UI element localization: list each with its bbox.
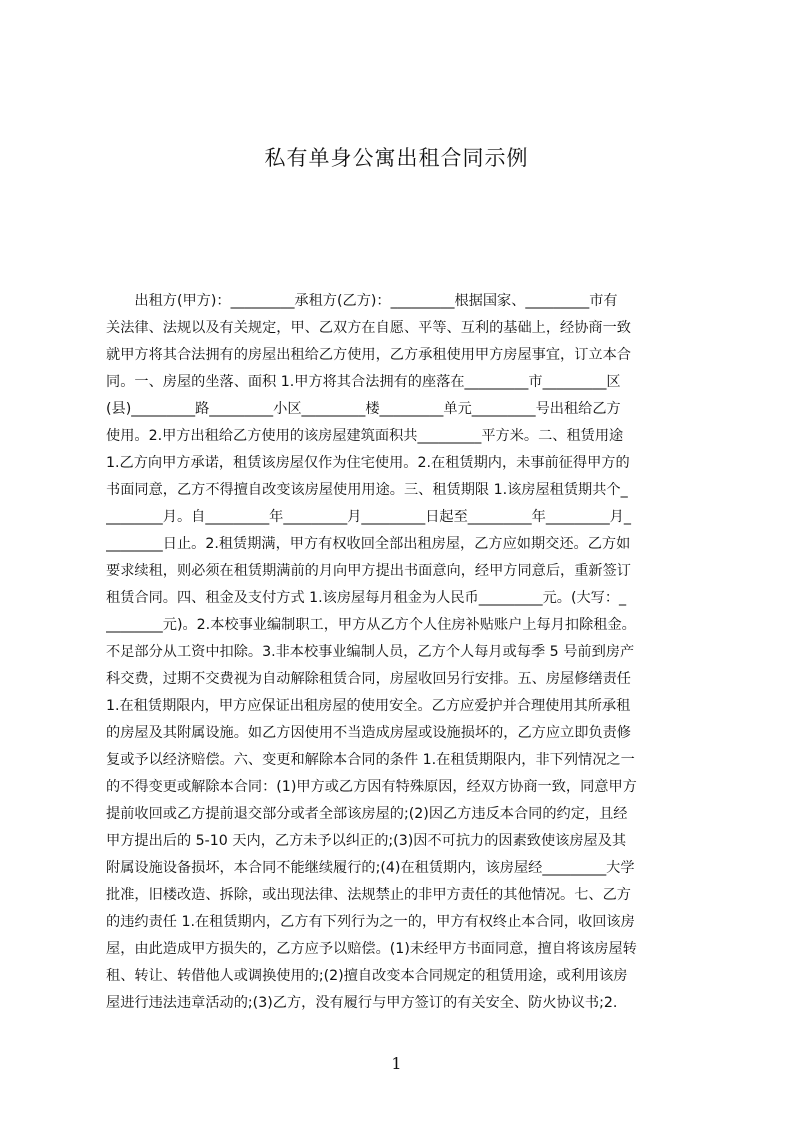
body-line: ________日止。2.租赁期满，甲方有权收回全部出租房屋，乙方应如期交还。乙方如: [106, 536, 631, 552]
body-line: 书面同意，乙方不得擅自改变该房屋使用用途。三、租赁期限 1.该房屋租赁期共个_: [106, 482, 628, 498]
body-line: (县)_________路_________小区_________楼_________单元_________号出租给乙方: [106, 401, 621, 417]
body-line: 租赁合同。四、租金及支付方式 1.该房屋每月租金为人民币_________元。(大写：_: [106, 590, 627, 606]
body-line: 关法律、法规以及有关规定，甲、乙双方在自愿、平等、互利的基础上，经协商一致: [106, 320, 631, 336]
body-line: ________月。自_________年_________月_________日起至_________年_________月_: [106, 509, 631, 525]
body-line: 1.乙方向甲方承诺，租赁该房屋仅作为住宅使用。2.在租赁期内，未事前征得甲方的: [106, 455, 630, 471]
body-line: 不足部分从工资中扣除。3.非本校事业编制人员，乙方个人每月或每季 5 号前到房产: [106, 644, 635, 660]
body-line: 附属设施设备损坏，本合同不能继续履行的;(4)在租赁期内，该房屋经_________大学: [106, 860, 635, 876]
body-line: 的房屋及其附属设施。如乙方因使用不当造成房屋或设施损坏的，乙方应立即负责修: [106, 725, 631, 741]
body-line: 提前收回或乙方提前退交部分或者全部该房屋的;(2)因乙方违反本合同的约定，且经: [106, 806, 628, 822]
body-line: 甲方提出后的 5-10 天内，乙方未予以纠正的;(3)因不可抗力的因素致使该房屋及其: [106, 833, 627, 849]
body-line: 的违约责任 1.在租赁期内，乙方有下列行为之一的，甲方有权终止本合同，收回该房: [106, 914, 635, 930]
body-line: 使用。2.甲方出租给乙方使用的该房屋建筑面积共_________平方米。二、租赁用途: [106, 428, 624, 444]
body-line: 科交费，过期不交费视为自动解除租赁合同，房屋收回另行安排。五、房屋修缮责任: [106, 671, 631, 687]
body-line: 1.在租赁期限内，甲方应保证出租房屋的使用安全。乙方应爱护并合理使用其所承租: [106, 698, 631, 714]
body-line: ________元)。2.本校事业编制职工，甲方从乙方个人住房补贴账户上每月扣除租金。: [106, 617, 636, 633]
page-number: 1: [391, 1054, 402, 1073]
body-line: 屋，由此造成甲方损失的，乙方应予以赔偿。(1)未经甲方书面同意，擅自将该房屋转: [106, 941, 637, 957]
body-line: 要求续租，则必须在租赁期满前的月向甲方提出书面意向，经甲方同意后，重新签订: [106, 563, 631, 579]
body-line: 复或予以经济赔偿。六、变更和解除本合同的条件 1.在租赁期限内，非下列情况之一: [106, 752, 635, 768]
contract-body: [106, 288, 700, 1017]
body-line: 出租方(甲方)：_________承租方(乙方)：_________根据国家、_________市有: [106, 293, 618, 309]
body-line: 同。一、房屋的坐落、面积 1.甲方将其合法拥有的座落在_________市_________区: [106, 374, 621, 390]
document-title: 私有单身公寓出租合同示例: [264, 146, 529, 170]
body-line: 批准，旧楼改造、拆除，或出现法律、法规禁止的非甲方责任的其他情况。七、乙方: [106, 887, 631, 903]
body-line: 租、转让、转借他人或调换使用的;(2)擅自改变本合同规定的租赁用途，或利用该房: [106, 968, 628, 984]
body-line: 就甲方将其合法拥有的房屋出租给乙方使用，乙方承租使用甲方房屋事宜，订立本合: [106, 347, 631, 363]
body-line: 的不得变更或解除本合同：(1)甲方或乙方因有特殊原因，经双方协商一致，同意甲方: [106, 779, 637, 795]
body-line: 屋进行违法违章活动的;(3)乙方，没有履行与甲方签订的有关安全、防火协议书;2.: [106, 995, 618, 1011]
